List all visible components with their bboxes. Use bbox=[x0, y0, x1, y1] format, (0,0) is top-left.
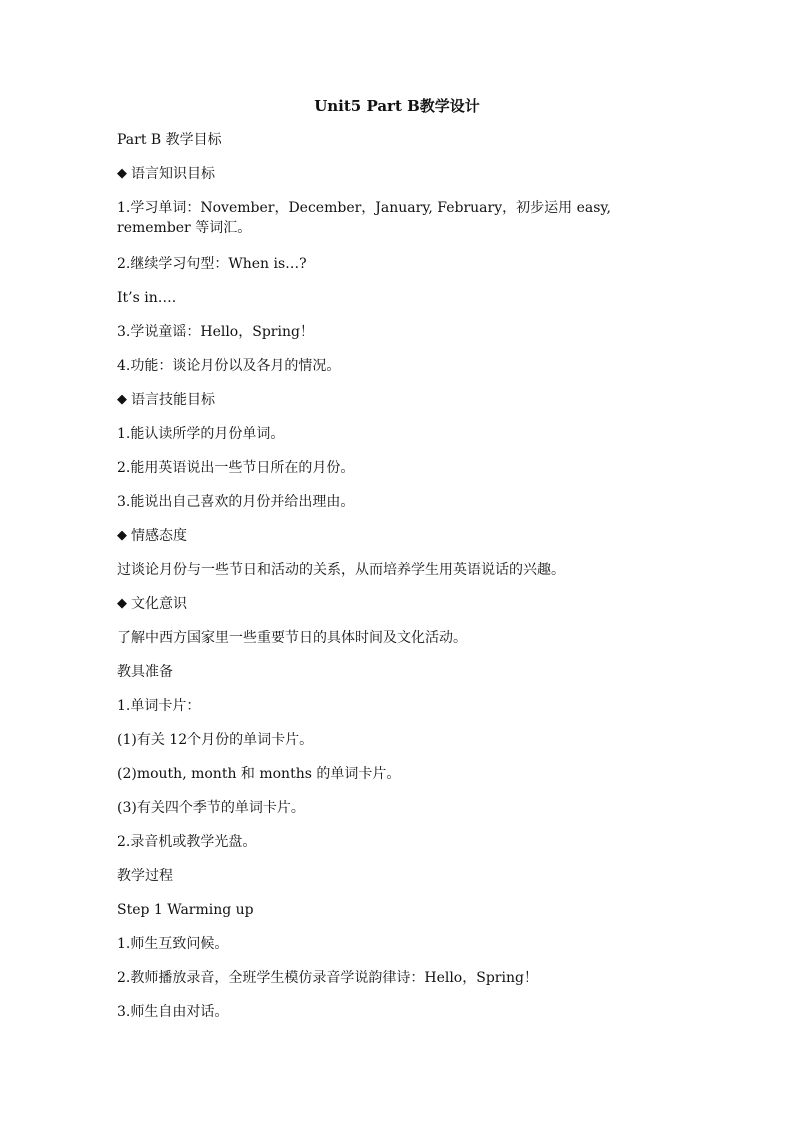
tools-item-4: (3)有关四个季节的单词卡片。 bbox=[117, 800, 305, 816]
skills-item-3: 3.能说出自己喜欢的月份并给出理由。 bbox=[117, 494, 355, 510]
process-heading: 教学过程 bbox=[117, 868, 173, 884]
step1-item-3: 3.师生自由对话。 bbox=[117, 1004, 229, 1020]
skills-heading-text: 语言技能目标 bbox=[131, 392, 215, 408]
tools-item-2: (1)有关 12个月份的单词卡片。 bbox=[117, 732, 314, 748]
diamond-bullet-icon: ◆ bbox=[117, 596, 127, 611]
diamond-bullet-icon: ◆ bbox=[117, 166, 127, 181]
attitude-heading-text: 情感态度 bbox=[131, 528, 187, 544]
culture-heading-text: 文化意识 bbox=[131, 596, 187, 612]
knowledge-goals-heading bbox=[117, 164, 677, 184]
knowledge-item-2: 2.继续学习句型：When is…? bbox=[117, 256, 307, 272]
knowledge-item-3: It’s in…. bbox=[117, 290, 177, 306]
diamond-bullet-icon: ◆ bbox=[117, 528, 127, 543]
culture-heading bbox=[117, 594, 677, 614]
skills-item-1: 1.能认读所学的月份单词。 bbox=[117, 426, 285, 442]
attitude-heading bbox=[117, 526, 677, 546]
step1-item-1: 1.师生互致问候。 bbox=[117, 936, 229, 952]
skills-item-2: 2.能用英语说出一些节日所在的月份。 bbox=[117, 460, 355, 476]
tools-item-5: 2.录音机或教学光盘。 bbox=[117, 834, 257, 850]
tools-item-1: 1.单词卡片： bbox=[117, 698, 201, 714]
attitude-text: 过谈论月份与一些节日和活动的关系，从而培养学生用英语说话的兴趣。 bbox=[117, 562, 565, 578]
section-goals-heading: Part B 教学目标 bbox=[117, 132, 222, 148]
diamond-bullet-icon: ◆ bbox=[117, 392, 127, 407]
knowledge-item-4: 3.学说童谣：Hello，Spring！ bbox=[117, 324, 314, 340]
tools-item-3: (2)mouth, month 和 months 的单词卡片。 bbox=[117, 766, 401, 782]
skills-goals-heading bbox=[117, 390, 677, 410]
knowledge-heading-text: 语言知识目标 bbox=[131, 166, 215, 182]
document-title: Unit5 Part B教学设计 bbox=[314, 97, 480, 115]
knowledge-item-1: 1.学习单词：November，December，January, February，初步运用 easy, remember 等词汇。 bbox=[117, 200, 611, 236]
document-content bbox=[117, 96, 677, 1036]
culture-text: 了解中西方国家里一些重要节日的具体时间及文化活动。 bbox=[117, 630, 467, 646]
step1-heading: Step 1 Warming up bbox=[117, 902, 254, 918]
step1-item-2: 2.教师播放录音，全班学生模仿录音学说韵律诗：Hello，Spring！ bbox=[117, 970, 538, 986]
knowledge-item-5: 4.功能：谈论月份以及各月的情况。 bbox=[117, 358, 341, 374]
tools-heading: 教具准备 bbox=[117, 664, 173, 680]
